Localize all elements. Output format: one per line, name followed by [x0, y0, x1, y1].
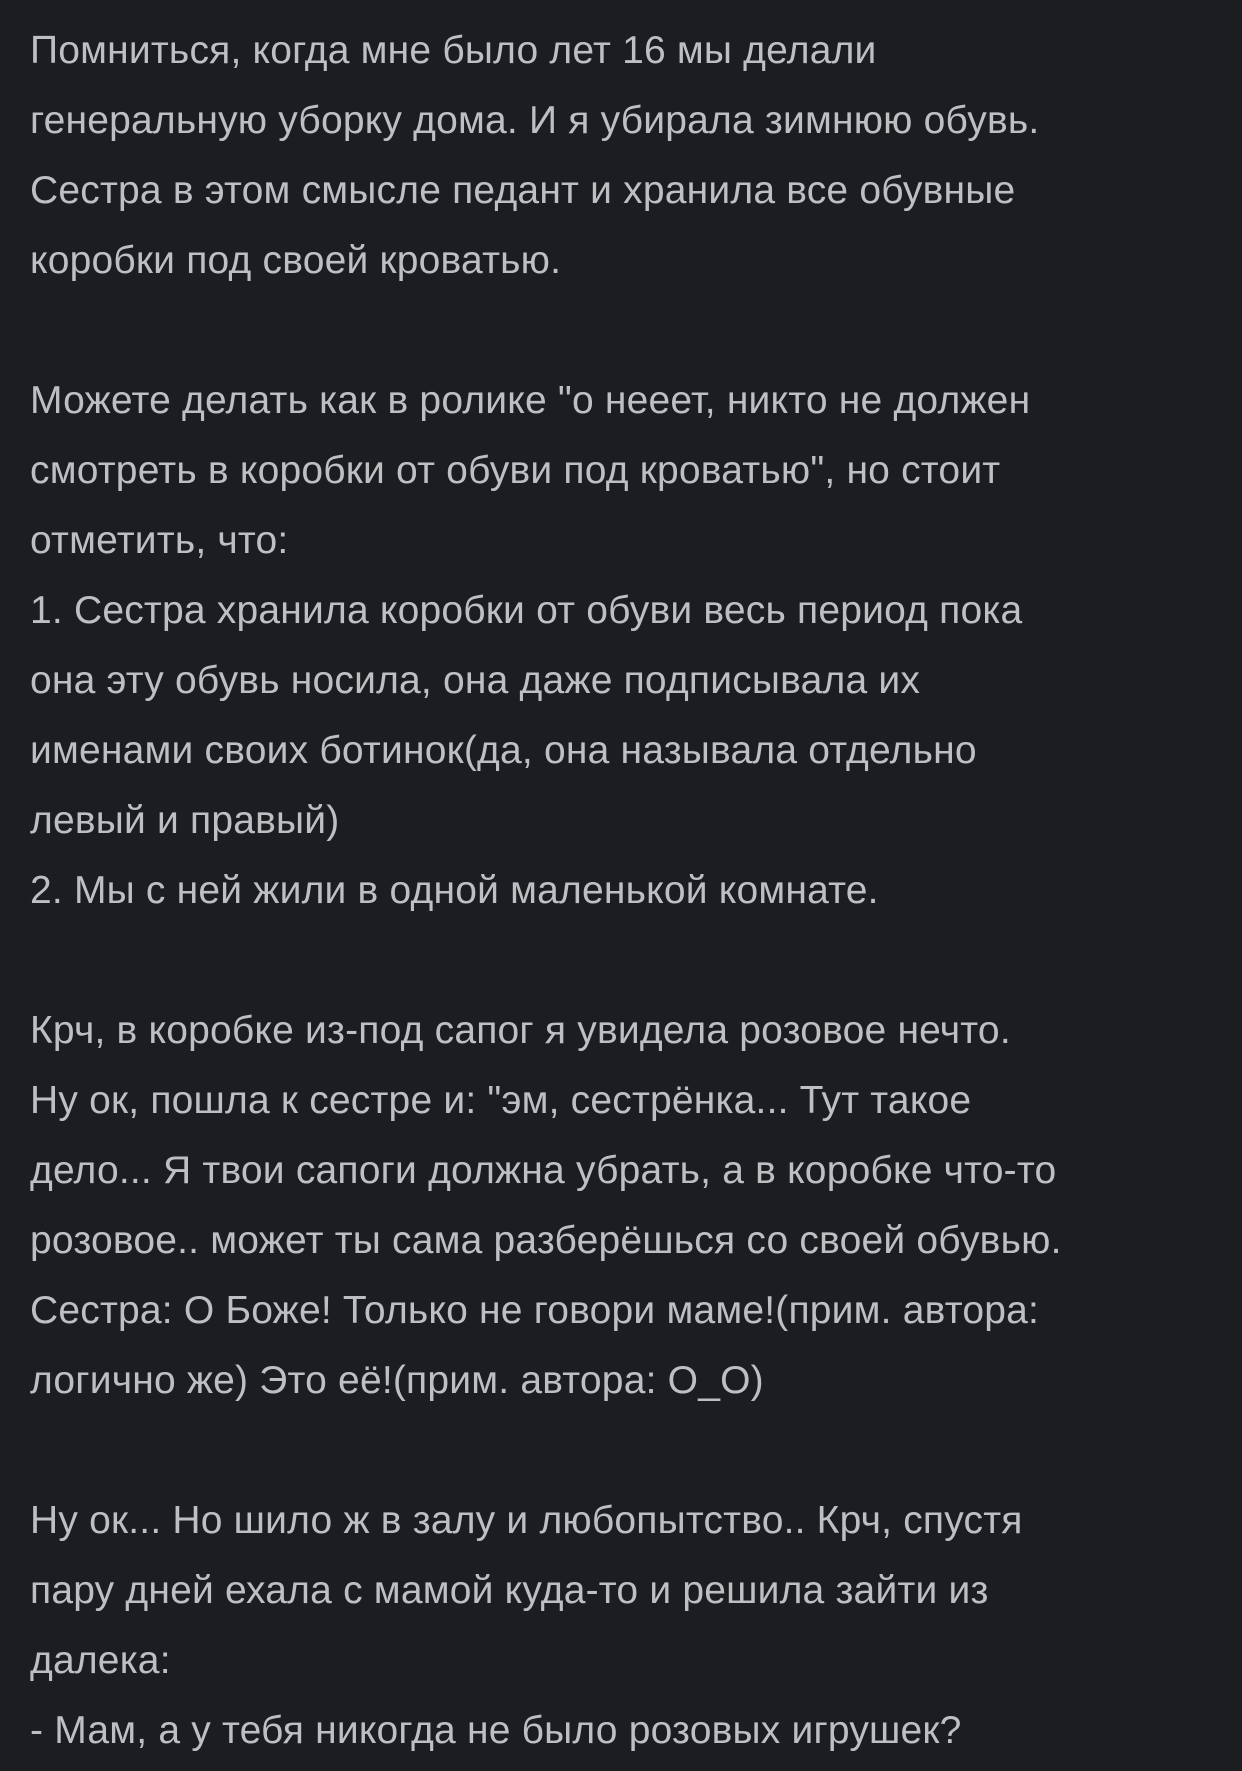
text-line: Крч, в коробке из-под сапог я увидела розовое нечто. [30, 1009, 1011, 1052]
list-item-line: 2. Мы с ней жили в одной маленькой комнате. [30, 869, 879, 912]
list-item-line: именами своих ботинок(да, она называла отдельно [30, 729, 977, 772]
paragraph-break [30, 1416, 1222, 1486]
text-line: далека: [30, 1639, 171, 1682]
text-line: логично же) Это её!(прим. автора: О_О) [30, 1359, 764, 1402]
dialogue-line: - Мам, а у тебя никогда не было розовых игрушек? [30, 1709, 962, 1752]
paragraph-break [30, 296, 1222, 366]
text-line: Сестра: О Боже! Только не говори маме!(прим. автора: [30, 1289, 1040, 1332]
list-item-line: она эту обувь носила, она даже подписывала их [30, 659, 921, 702]
text-line: Можете делать как в ролике "о нееет, никто не должен [30, 379, 1031, 422]
text-line: смотреть в коробки от обуви под кроватью", но стоит [30, 449, 1001, 492]
text-line: пару дней ехала с мамой куда-то и решила зайти из [30, 1569, 989, 1612]
text-line: генеральную уборку дома. И я убирала зимнюю обувь. [30, 99, 1040, 142]
post-text [30, 16, 1222, 1766]
list-item-line: 1. Сестра хранила коробки от обуви весь период пока [30, 589, 1023, 632]
text-line: Сестра в этом смысле педант и хранила все обувные [30, 169, 1016, 212]
text-line: Ну ок... Но шило ж в залу и любопытство.. Крч, спустя [30, 1499, 1023, 1542]
paragraph-break [30, 926, 1222, 996]
list-item-line: левый и правый) [30, 799, 340, 842]
text-line: дело... Я твои сапоги должна убрать, а в коробке что-то [30, 1149, 1057, 1192]
text-line: коробки под своей кроватью. [30, 239, 562, 282]
text-line: Ну ок, пошла к сестре и: "эм, сестрёнка... Тут такое [30, 1079, 972, 1122]
text-line: Помниться, когда мне было лет 16 мы делали [30, 29, 877, 72]
text-line: отметить, что: [30, 519, 289, 562]
text-line: розовое.. может ты сама разберёшься со своей обувью. [30, 1219, 1062, 1262]
